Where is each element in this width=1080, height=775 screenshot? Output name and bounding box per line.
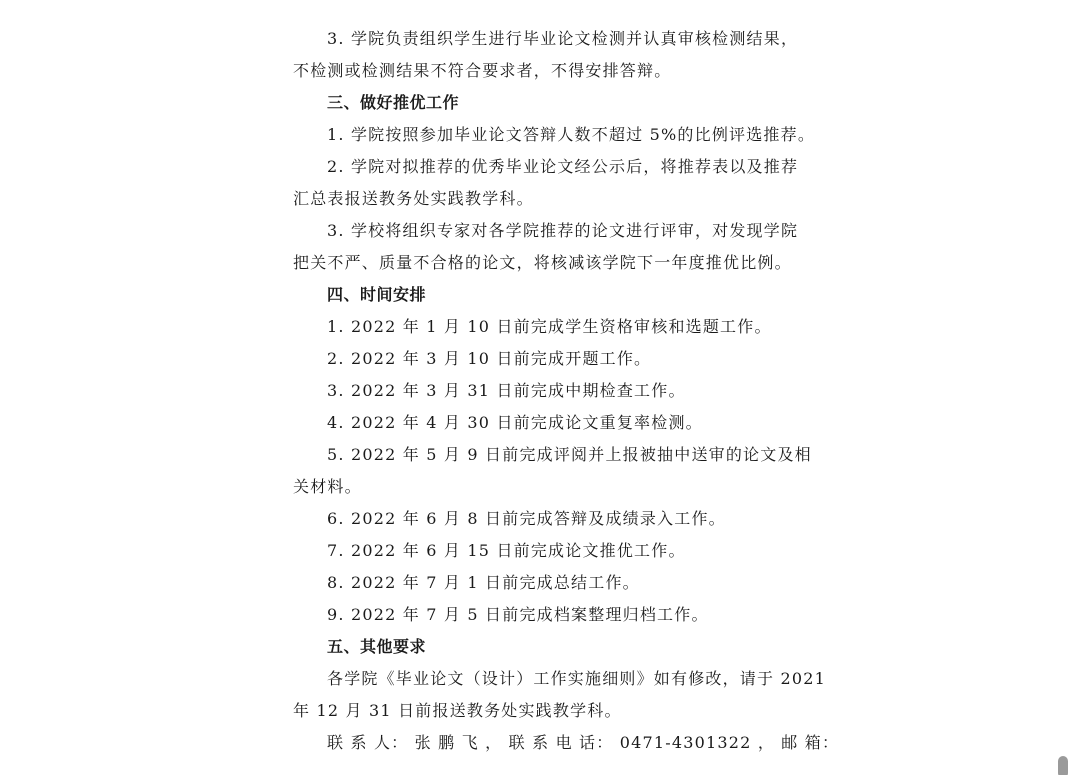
schedule-item: 2. 2022 年 3 月 10 日前完成开题工作。 (327, 349, 652, 368)
paragraph-line: 2. 学院对拟推荐的优秀毕业论文经公示后，将推荐表以及推荐 (327, 157, 799, 176)
section-heading: 五、其他要求 (327, 637, 427, 656)
schedule-item: 4. 2022 年 4 月 30 日前完成论文重复率检测。 (327, 413, 703, 432)
schedule-item: 5. 2022 年 5 月 9 日前完成评阅并上报被抽中送审的论文及相 (327, 445, 812, 464)
vertical-scrollbar-thumb[interactable] (1058, 756, 1068, 775)
schedule-item: 6. 2022 年 6 月 8 日前完成答辩及成绩录入工作。 (327, 509, 726, 528)
schedule-item: 1. 2022 年 1 月 10 日前完成学生资格审核和选题工作。 (327, 317, 772, 336)
paragraph-line: 把关不严、质量不合格的论文，将核减该学院下一年度推优比例。 (293, 253, 792, 272)
schedule-item: 3. 2022 年 3 月 31 日前完成中期检查工作。 (327, 381, 686, 400)
paragraph-line: 1. 学院按照参加毕业论文答辩人数不超过 5%的比例评选推荐。 (327, 125, 816, 144)
schedule-item: 9. 2022 年 7 月 5 日前完成档案整理归档工作。 (327, 605, 709, 624)
section-heading: 四、时间安排 (327, 285, 427, 304)
section-heading: 三、做好推优工作 (327, 93, 460, 112)
contact-line: 联 系 人： 张 鹏 飞 ， 联 系 电 话： 0471-4301322 ， 邮 箱： (327, 733, 840, 752)
schedule-item: 7. 2022 年 6 月 15 日前完成论文推优工作。 (327, 541, 686, 560)
schedule-item: 8. 2022 年 7 月 1 日前完成总结工作。 (327, 573, 640, 592)
paragraph-line: 3. 学校将组织专家对各学院推荐的论文进行评审，对发现学院 (327, 221, 799, 240)
schedule-item-continuation: 关材料。 (293, 477, 362, 496)
paragraph-line: 3. 学院负责组织学生进行毕业论文检测并认真审核检测结果， (327, 29, 799, 48)
paragraph-line: 不检测或检测结果不符合要求者，不得安排答辩。 (293, 61, 672, 80)
paragraph-line: 汇总表报送教务处实践教学科。 (293, 189, 534, 208)
paragraph-line: 年 12 月 31 日前报送教务处实践教学科。 (293, 701, 622, 720)
paragraph-line: 各学院《毕业论文（设计）工作实施细则》如有修改，请于 2021 (327, 669, 827, 688)
